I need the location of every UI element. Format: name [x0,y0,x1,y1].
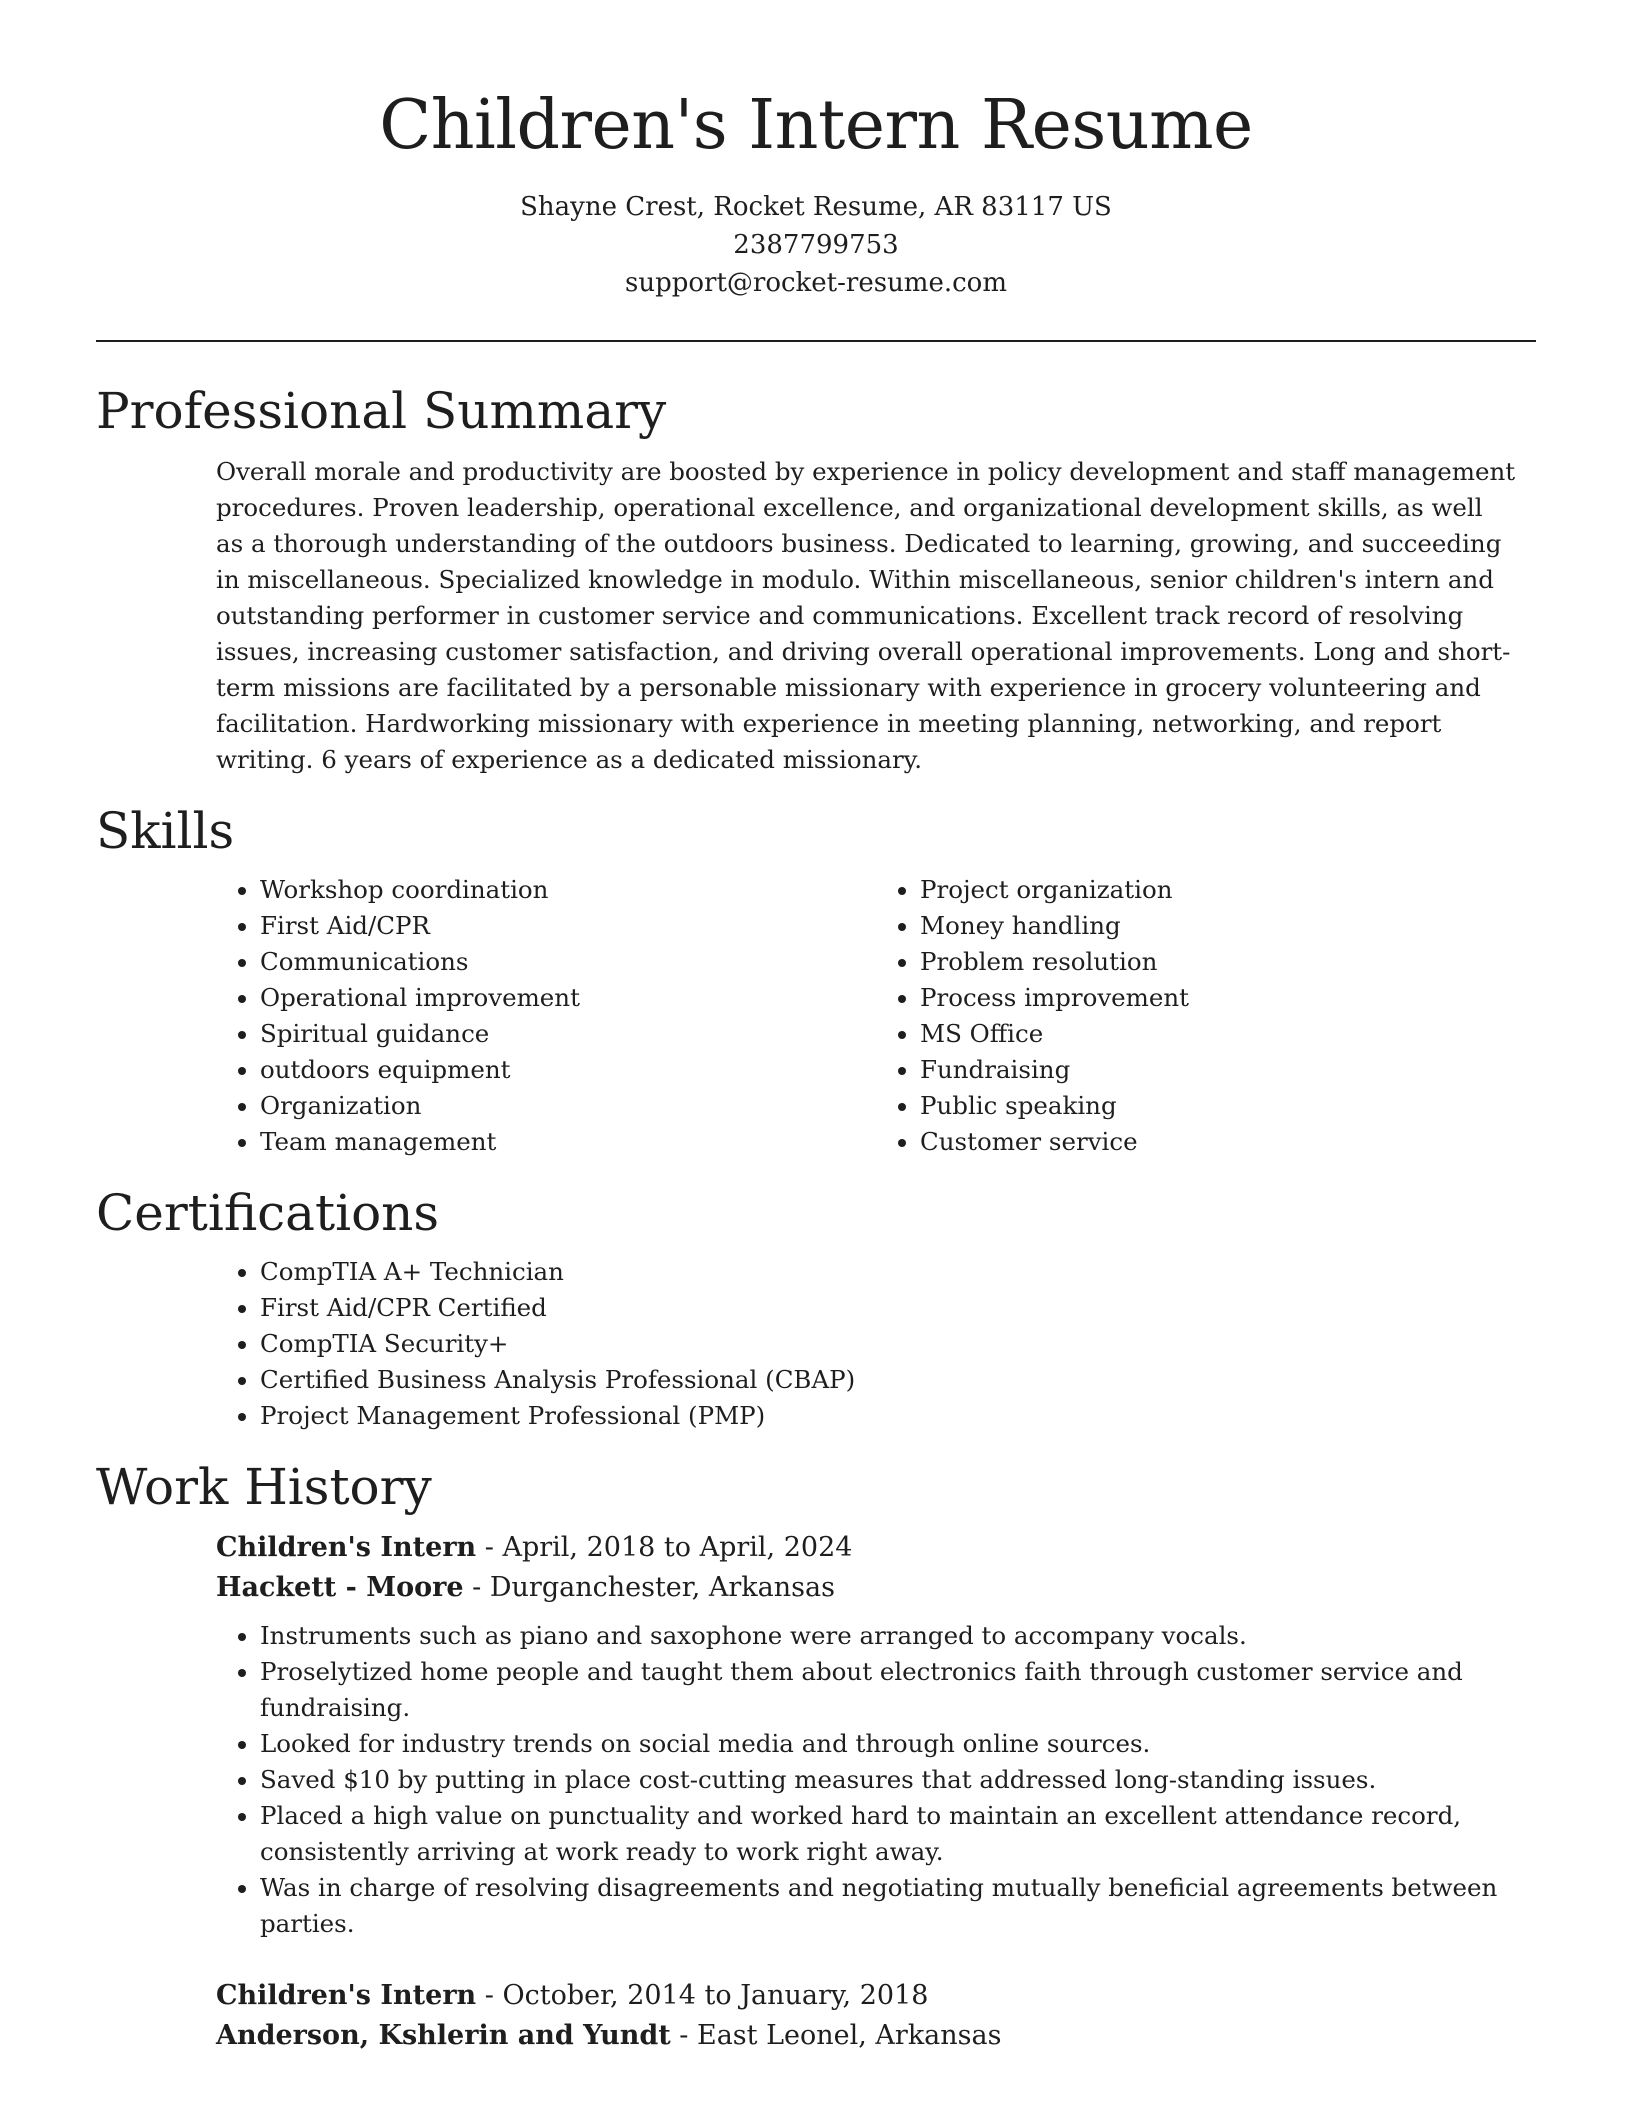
list-item: • First Aid/CPR [260,908,876,944]
list-item: • outdoors equipment [260,1052,876,1088]
contact-phone: 2387799753 [733,230,899,260]
certifications-list [216,1254,1536,1434]
list-item: • Problem resolution [920,944,1536,980]
job-location: - East Leonel, Arkansas [670,2020,1002,2051]
summary-heading: Professional Summary [96,382,667,440]
list-item: • Instruments such as piano and saxophone were arranged to accompany vocals. [260,1618,1536,1654]
list-item: • Communications [260,944,876,980]
list-item: • Saved $10 by putting in place cost-cutting measures that addressed long-standing issues. [260,1762,1536,1798]
list-item: • Spiritual guidance [260,1016,876,1052]
list-item: • Organization [260,1088,876,1124]
job-company-line [216,2016,1536,2056]
skills-section [96,800,1536,1160]
work-history-body [216,1528,1536,2056]
contact-email: support@rocket-resume.com [624,268,1007,298]
certifications-section [96,1182,1536,1434]
contact-info [96,188,1536,302]
list-item: • Looked for industry trends on social media and through online sources. [260,1726,1536,1762]
list-item: • Placed a high value on punctuality and worked hard to maintain an excellent attendance record, consistently arriving at work ready to work right away. [260,1798,1536,1870]
list-item: • Fundraising [920,1052,1536,1088]
list-item: • Operational improvement [260,980,876,1016]
job-company: Hackett - Moore [216,1572,464,1603]
list-item: • CompTIA A+ Technician [260,1254,1536,1290]
list-item: • CompTIA Security+ [260,1326,1536,1362]
list-item: • Certified Business Analysis Professional (CBAP) [260,1362,1536,1398]
job-location: - Durganchester, Arkansas [463,1572,835,1603]
list-item: • Public speaking [920,1088,1536,1124]
list-item: • Team management [260,1124,876,1160]
job-dates: - October, 2014 to January, 2018 [476,1980,929,2011]
certifications-body [216,1254,1536,1434]
skills-list-left [216,872,876,1160]
summary-section [96,380,1536,778]
list-item: • Was in charge of resolving disagreements and negotiating mutually beneficial agreements between parties. [260,1870,1536,1942]
job-entry [216,1528,1536,1942]
list-item: • Money handling [920,908,1536,944]
list-item: • Process improvement [920,980,1536,1016]
skills-body [216,872,1536,1160]
job-duties-list [216,1618,1536,1942]
job-title-line [216,1528,1536,1568]
summary-text: Overall morale and productivity are boosted by experience in policy development and staff management procedures. Proven leadership, operational excellence, and organizational development skills, as well as a thorough understanding of the outdoors business. Dedicated to learning, growing, and succeeding in miscellaneous. Specialized knowledge in modulo. Within miscellaneous, senior children's intern and outstanding performer in customer service and communications. Excellent track record of resolving issues, increasing customer satisfaction, and driving overall operational improvements. Long and short-term missions are facilitated by a personable missionary with experience in grocery volunteering and facilitation. Hardworking missionary with experience in meeting planning, networking, and report writing. 6 years of experience as a dedicated missionary. [216,457,1516,774]
resume-page [96,0,1536,2056]
list-item: • First Aid/CPR Certified [260,1290,1536,1326]
list-item: • Project Management Professional (PMP) [260,1398,1536,1434]
job-title: Children's Intern [216,1980,477,2011]
list-item: • Proselytized home people and taught them about electronics faith through customer service and fundraising. [260,1654,1536,1726]
job-company: Anderson, Kshlerin and Yundt [216,2020,671,2051]
skills-list-right [876,872,1536,1160]
list-item: • Workshop coordination [260,872,876,908]
contact-address: Shayne Crest, Rocket Resume, AR 83117 US [520,192,1112,222]
list-item: • MS Office [920,1016,1536,1052]
job-title-line [216,1976,1536,2016]
job-company-line [216,1568,1536,1608]
list-item: • Project organization [920,872,1536,908]
work-history-section [96,1456,1536,2056]
resume-header [96,0,1536,302]
skills-heading: Skills [96,802,235,860]
resume-title: Children's Intern Resume [379,86,1253,165]
skills-grid [216,872,1536,1160]
job-title: Children's Intern [216,1532,477,1563]
header-divider [96,340,1536,342]
job-entry [216,1976,1536,2056]
certifications-heading: Certifications [96,1184,440,1242]
summary-body [216,454,1536,778]
work-history-heading: Work History [96,1458,432,1516]
list-item: • Customer service [920,1124,1536,1160]
job-dates: - April, 2018 to April, 2024 [476,1532,853,1563]
